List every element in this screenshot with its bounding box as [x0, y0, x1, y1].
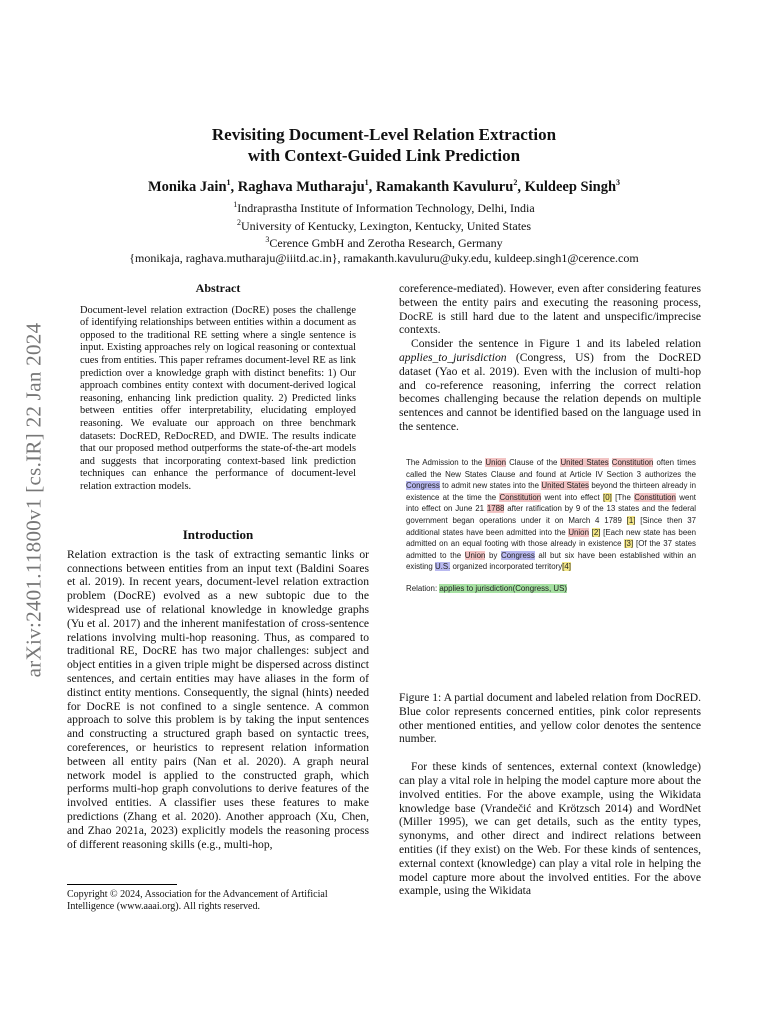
figure-relation: Relation: applies to jurisdiction(Congress, US) — [406, 583, 567, 593]
other-entity: Union — [464, 550, 486, 560]
other-entity: United States — [541, 481, 589, 491]
abstract-heading: Abstract — [195, 281, 241, 295]
sentence-number: [1] — [626, 515, 636, 525]
other-entity: 1788 — [486, 504, 505, 514]
introduction-text: Relation extraction is the task of extracting semantic links or connections between entities from an input text (Baldini Soares et al. 2019). In recent years, document-level relation extraction problem (DocRE) evolved as a new subtopic due to the widespread use of relational knowledge in knowledge graphs (Yu et al. 2017) and the inherent manifestation of cross-sentence relations involving multi-hop reasoning. Thus, as compared to traditional RE, DocRE has two major challenges: subject and object entities in a given triple might be dispersed across distinct sentences, and certain entities may have aliases in the form of distinct entity mentions. Consequently, the signal (hints) needed for DocRE is not confined to a single sentence. A common approach to solve this problem is by taking the input sentences and constructing a structured graph based on syntactic trees, coreferences, or heuristics to represent relation information between all entity pairs (Nan et al. 2020). A graph neural network model is applied to the constructed graph, which performs multi-hop graph convolutions to derive features of the involved entities. A classifier uses these features to make predictions (Zhang et al. 2020). Another approach (Xu, Chen, and Zhao 2021a, 2023) explicitly models the reasoning process of different reasoning skills (e.g., multi-hop, — [67, 547, 369, 851]
figure-text-run: all but six have been established within an existing — [406, 550, 696, 572]
affiliation: $^2$University of Kentucky, Lexington, Kentucky, United States — [236, 217, 532, 233]
paper-title — [100, 124, 668, 166]
author-name: Monika Jain$^1$ — [147, 178, 231, 195]
sentence-number: [3] — [624, 539, 634, 549]
title-line-1: Revisiting Document-Level Relation Extraction — [211, 125, 557, 144]
sentence-number: [4] — [562, 562, 571, 572]
relation-name: applies_to_jurisdiction — [399, 350, 507, 364]
right-column-top — [399, 282, 701, 434]
affiliation: $^3$Cerence GmbH and Zerotha Research, Germany — [265, 235, 503, 250]
other-entity: Constitution — [499, 492, 542, 502]
paragraph-external-context: For these kinds of sentences, external context (knowledge) can play a vital role in helping the model capture more about the involved entities. For the above example, using the Wikidata knowledge base (Vrandečić and Krötzsch 2014) and WordNet (Miller 1995), we can get details, such as the entity types, synonyms, and other direct and indirect relations between entities (if they exist) on the Web. For these kinds of sentences, external context (knowledge) can play a vital role in helping the model capture more about the involved entities. For the above example, using the Wikidata — [399, 760, 701, 898]
figure-text-run: organized incorporated territory — [450, 562, 563, 572]
arxiv-stamp: arXiv:2401.11800v1 [cs.IR] 22 Jan 2024 — [21, 322, 46, 678]
concerned-entity: Congress — [501, 550, 535, 560]
other-entity: Constitution — [611, 458, 654, 467]
relation-highlight: applies to jurisdiction(Congress, US) — [439, 583, 567, 593]
sentence-number: [2] — [591, 527, 601, 537]
figure-text-run: after ratification by 9 of the 13 states and the federal government began operations under it on March 4 1789 — [406, 504, 696, 525]
author-affil-marker: 1 — [364, 178, 369, 187]
concerned-entity: Congress — [406, 481, 440, 491]
figure-text-run: [Of the 37 states admitted to the — [406, 539, 696, 560]
figure-text-run: to admit new states into the — [439, 481, 542, 491]
figure-text-run: beyond the thirteen already in existence at the time the — [406, 481, 696, 502]
title-line-2: with Context-Guided Link Prediction — [247, 146, 521, 165]
other-entity: Constitution — [634, 492, 676, 502]
paragraph-continuation: coreference-mediated). However, even after considering features between the entity pairs and executing the reasoning process, DocRE is still hard due to the latent and unspecific/imprecise contexts. — [399, 282, 701, 337]
author-name: Ramakanth Kavuluru$^2$ — [375, 178, 518, 195]
author-list: Monika Jain$^1$, Raghava Mutharaju$^1$, Ramakanth Kavuluru$^2$, Kuldeep Singh$^3$ — [147, 178, 621, 195]
affiliations — [60, 198, 708, 265]
footnote-rule — [67, 884, 177, 885]
introduction-heading: Introduction — [182, 527, 254, 542]
figure-text-run: by — [485, 550, 501, 560]
author-name: Kuldeep Singh$^3$ — [524, 178, 621, 195]
author-affil-marker: 2 — [513, 178, 518, 187]
figure-text-run: often times called the New States Clause and found at Article IV Section 3 authorizes the — [406, 458, 696, 479]
figure-caption: Figure 1: A partial document and labeled relation from DocRED. Blue color represents concerned entities, pink color represents other mentioned entities, and yellow color denotes the sentence number. — [399, 691, 701, 746]
figure-text-run: The Admission to the — [406, 458, 486, 467]
figure-caption-and-body — [399, 691, 701, 898]
figure-document-text — [406, 457, 696, 573]
abstract-text: Document-level relation extraction (DocRE) poses the challenge of identifying relationships between entities within a document as opposed to the traditional RE setting where a single sentence is input. Existing approaches rely on logical reasoning or contextual cues from entities. This paper reframes document-level RE as link prediction over a knowledge graph with distinct benefits: 1) Our approach combines entity context with document-derived logical reasoning, enhancing link prediction quality. 2) Predicted links between entities offer interpretability, elucidating employed reasoning. We evaluate our approach on three benchmark datasets: DocRED, ReDocRED, and DWIE. The results indicate that our proposed method outperforms the state-of-the-art models and suggests that incorporating context-based link prediction techniques can enhance the performance of document-level relation extraction models. — [80, 304, 356, 492]
copyright-footnote — [67, 884, 369, 913]
figure-text-run: went into effect — [541, 492, 604, 502]
copyright-text: Copyright © 2024, Association for the Advancement of Artificial Intelligence (www.aaai.org). All rights reserved. — [67, 889, 328, 912]
author-affil-marker: 3 — [616, 178, 621, 187]
author-emails: {monikaja, raghava.mutharaju@iiitd.ac.in}, ramakanth.kavuluru@uky.edu, kuldeep.singh1@cerence.com — [129, 250, 639, 265]
figure-1 — [406, 457, 696, 669]
concerned-entity: U.S. — [434, 562, 451, 572]
introduction-section — [67, 528, 369, 851]
abstract-section — [80, 282, 356, 494]
figure-text-run: [Since then 37 additional states have been admitted into the — [406, 515, 696, 537]
figure-text-run: went into effect on June 21 — [406, 492, 696, 514]
figure-text-run: [The — [611, 492, 635, 502]
other-entity: Union — [568, 527, 589, 537]
author-name: Raghava Mutharaju$^1$ — [237, 178, 369, 195]
figure-text-run: [Each new state has been admitted on an equal footing with those already in existence — [406, 527, 696, 549]
figure-text-run: Clause of the — [506, 458, 561, 467]
affiliation: $^1$Indraprastha Institute of Information Technology, Delhi, India — [233, 200, 535, 215]
author-affil-marker: 1 — [226, 178, 231, 187]
paragraph-figure-ref: Consider the sentence in Figure 1 and its labeled relation applies_to_jurisdiction (Congress, US) from the DocRED dataset (Yao et al. 2019). Even with the inclusion of multi-hop and co-reference reasoning, inferring the correct relation becomes challenging because the relation depends on multiple sentences and cannot be identified based on the language used in the sentence. — [399, 337, 701, 433]
other-entity: Union — [485, 458, 507, 467]
other-entity: United States — [560, 458, 609, 467]
sentence-number: [0] — [603, 492, 612, 502]
